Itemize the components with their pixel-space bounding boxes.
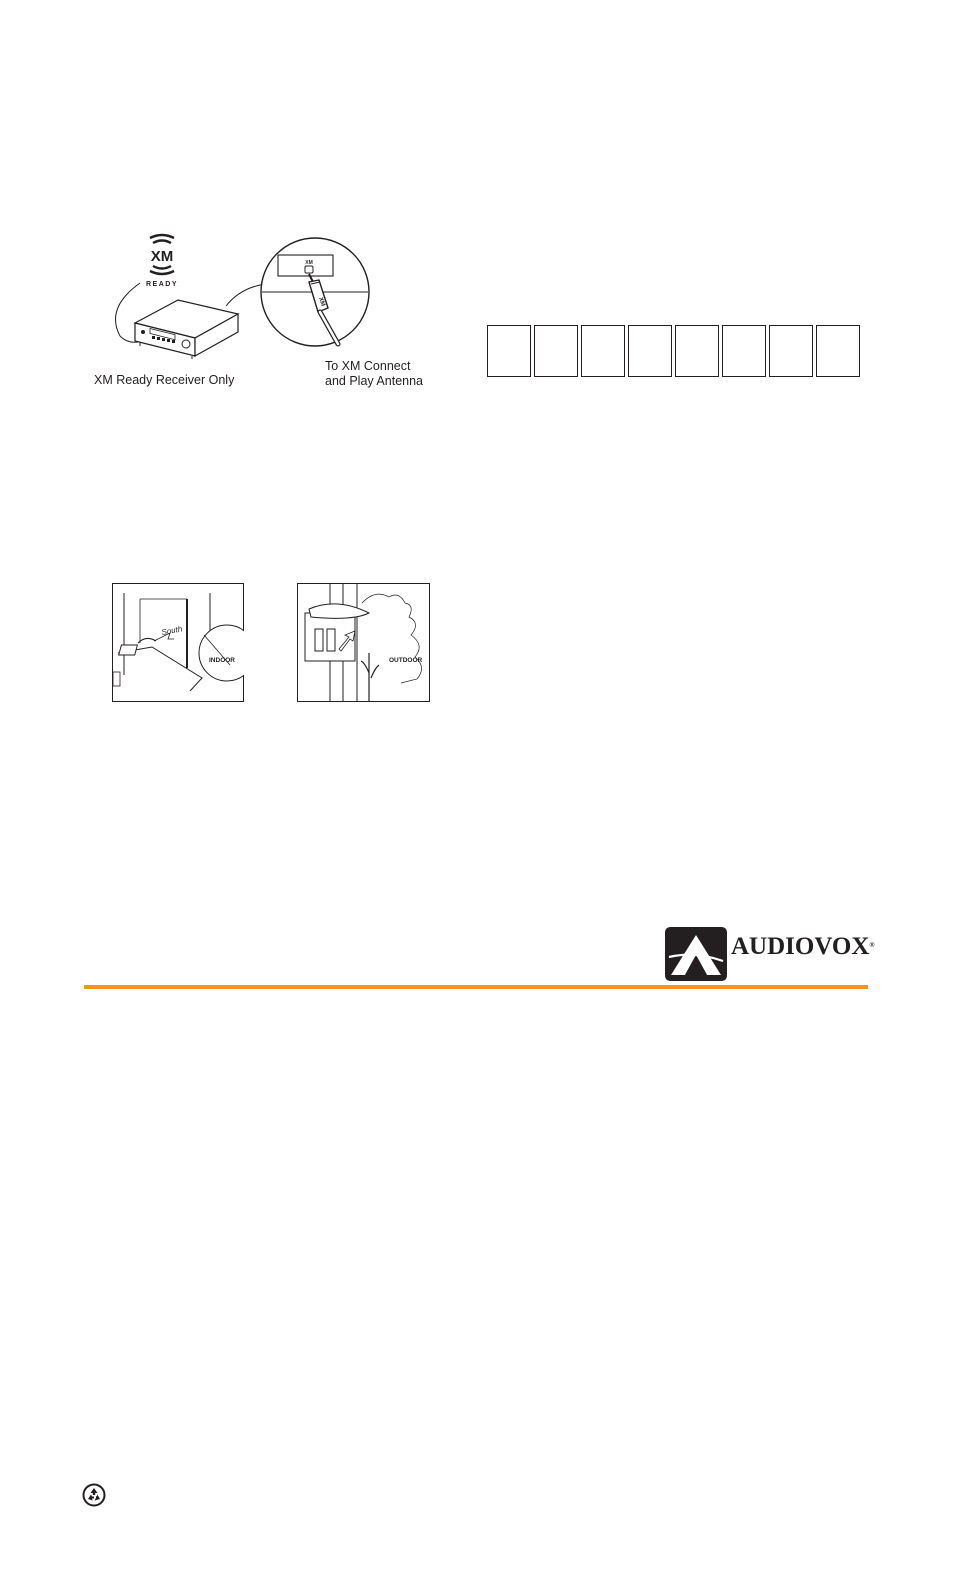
xm-ready-logo — [146, 235, 178, 288]
outdoor-label: OUTDOOR — [389, 657, 423, 664]
window-word: South — [160, 624, 183, 637]
receiver-caption: XM Ready Receiver Only — [94, 373, 235, 387]
id-box-7[interactable] — [769, 325, 813, 377]
id-box-6[interactable] — [722, 325, 766, 377]
id-box-3[interactable] — [581, 325, 625, 377]
radio-id-boxes — [487, 325, 860, 377]
indoor-label: INDOOR — [209, 657, 235, 664]
id-box-2[interactable] — [534, 325, 578, 377]
xm-receiver-illustration — [100, 228, 440, 368]
id-box-5[interactable] — [675, 325, 719, 377]
id-box-4[interactable] — [628, 325, 672, 377]
recycle-icon — [82, 1483, 106, 1507]
port-label: XM — [305, 260, 313, 266]
audiovox-emblem — [665, 927, 727, 981]
accent-rule — [84, 985, 868, 989]
id-box-1[interactable] — [487, 325, 531, 377]
receiver-unit — [135, 300, 238, 359]
xm-logo-subtext: READY — [145, 281, 179, 288]
brand-reg: ® — [869, 941, 875, 949]
connector-closeup — [261, 238, 369, 346]
antenna-caption-line2: and Play Antenna — [325, 374, 423, 388]
id-box-8[interactable] — [816, 325, 860, 377]
outdoor-placement-illustration — [297, 583, 430, 702]
cable-label: XM — [317, 296, 326, 308]
audiovox-wordmark — [731, 933, 875, 961]
brand-name: AUDIOVOX — [731, 933, 870, 960]
xm-logo-text: XM — [150, 248, 174, 265]
antenna-caption-line1: To XM Connect — [325, 359, 411, 373]
indoor-placement-illustration — [112, 583, 244, 702]
